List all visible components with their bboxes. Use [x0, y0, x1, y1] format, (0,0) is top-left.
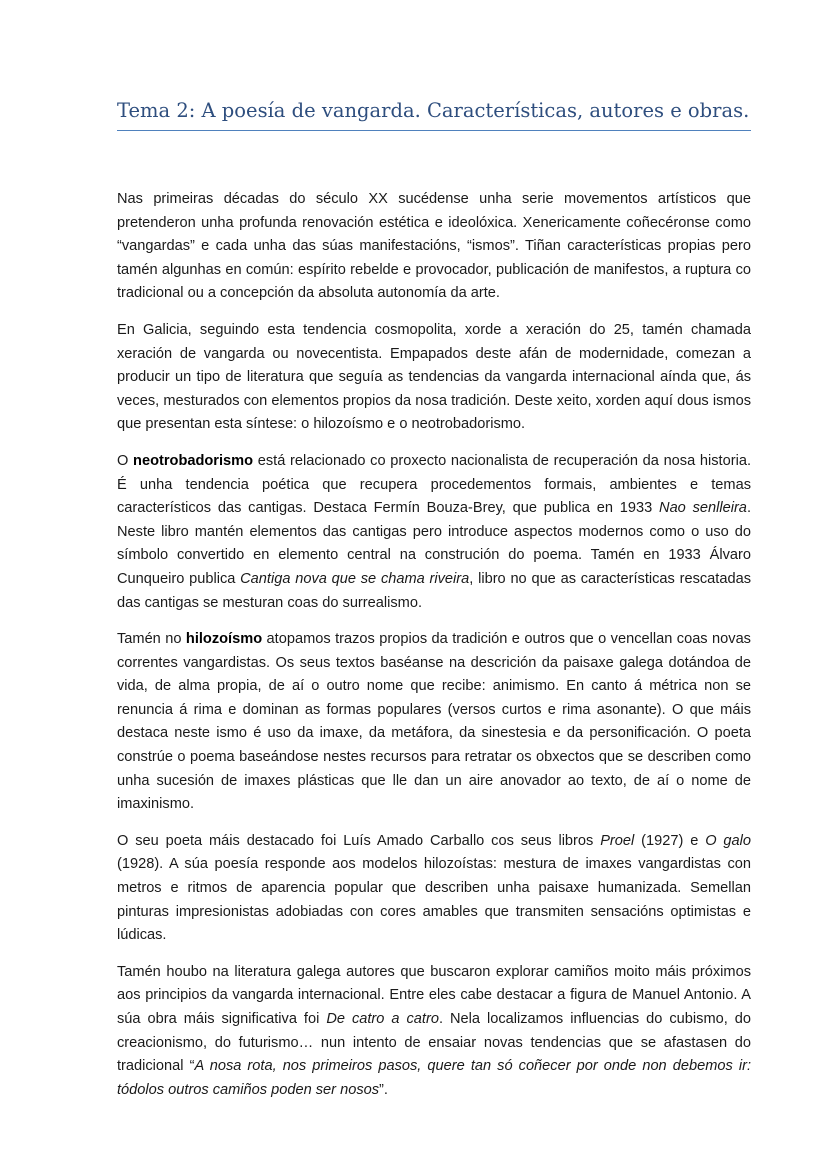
text-run: O seu poeta máis destacado foi Luís Amado Carballo cos seus libros: [117, 832, 601, 849]
work-title: Proel: [600, 832, 635, 849]
text-run: . Neste libro mantén elementos das cantigas pero introduce aspectos modernos como o uso do símbolo convertido en elemento central na construción do poema. Tamén en 1933 Álvaro Cunqueiro publica: [117, 500, 751, 587]
text-run: Tamén no: [117, 631, 186, 648]
text-run: atopamos trazos propios da tradición e outros que o vencellan coas novas correntes vangardistas. Os seus textos baséanse na descrición da paisaxe galega dotándoa de vida, de alma propia, de aí o outro nome que recibe: animismo. En canto á métrica non se renuncia á rima e dominan as formas populares (versos curtos e rima asonante). O que máis destaca neste ismo é uso da imaxe, da metáfora, da sinestesia e da personificación. O poeta constrúe o poema baseándose nestes recursos para retratar os obxectos que se describen como unha sucesión de imaxes plásticas que lle dan un aire anovador ao texto, de aí o nome de imaxinismo.: [117, 631, 751, 813]
page-title: Tema 2: A poesía de vangarda. Características, autores e obras.: [117, 99, 750, 122]
paragraph-neotrobadorismo: [117, 450, 751, 615]
paragraph-manuel-antonio: [117, 961, 751, 1103]
text-run: está relacionado co proxecto nacionalista de recuperación da nosa historia. É unha tendencia poética que recupera procedementos formais, ambientes e temas característicos das cantigas. Destaca Fermín Bouza-Brey, que publica en 1933: [117, 452, 751, 517]
text-run: ”.: [379, 1081, 388, 1098]
work-title: O galo: [705, 832, 752, 849]
text-run: Tamén houbo na literatura galega autores que buscaron explorar camiños moito máis próximos aos principios da vangarda internacional. Entre eles cabe destacar a figura de Manuel Antonio. A súa obra máis significativa foi: [117, 963, 751, 1027]
paragraph-galicia: En Galicia, seguindo esta tendencia cosmopolita, xorde a xeración do 25, tamén chamada xeración de vangarda ou novecentista. Empapados deste afán de modernidade, comezan a producir un tipo de literatura que seguía as tendencias da vangarda internacional aínda que, ás veces, mesturados con elementos propios da nosa tradición. Deste xeito, xorden aquí dous ismos que presentan esta síntese: o hilozoísmo e o neotrobadorismo.: [117, 321, 751, 433]
paragraph-amado-carballo: [117, 830, 751, 948]
text-run: . Nela localizamos influencias do cubismo, do creacionismo, do futurismo… nun intento de ensaiar novas tendencias que se afastasen do tradicional “: [117, 1011, 751, 1075]
paragraph-hilozoismo: [117, 628, 751, 817]
text-run: O: [117, 452, 134, 469]
quotation: A nosa rota, nos primeiros pasos, quere tan só coñecer por onde non debemos ir: tódolos outros camiños poden ser nosos: [117, 1058, 751, 1098]
work-title: Nao senlleira: [659, 500, 747, 517]
term-neotrobadorismo: neotrobadorismo: [133, 452, 254, 469]
paragraph-intro: Nas primeiras décadas do século XX sucédense unha serie movementos artísticos que pretenderon unha profunda renovación estética e ideolóxica. Xenericamente coñecéronse como “vangardas” e cada unha das súas manifestacións, “ismos”. Tiñan características propias pero tamén algunhas en común: espírito rebelde e provocador, publicación de manifestos, a ruptura co tradicional ou a concepción da absoluta autonomía da arte.: [117, 191, 751, 302]
text-run: , libro no que as características rescatadas das cantigas se mesturan coas do surrealismo.: [117, 570, 751, 611]
work-title: Cantiga nova que se chama riveira: [240, 570, 470, 587]
text-run: (1928). A súa poesía responde aos modelos hilozoístas: mestura de imaxes vangardistas con metros e ritmos de aparencia popular que describen unha paisaxe humanizada. Semellan pinturas impresionistas adobiadas con cores amables que transmiten sensacións optimistas e lúdicas.: [117, 856, 751, 944]
term-hilozoismo: hilozoísmo: [185, 631, 263, 648]
title-underline: [117, 130, 751, 131]
text-run: (1927) e: [634, 832, 706, 849]
work-title: De catro a catro: [326, 1011, 439, 1027]
document-body: [117, 188, 751, 1115]
